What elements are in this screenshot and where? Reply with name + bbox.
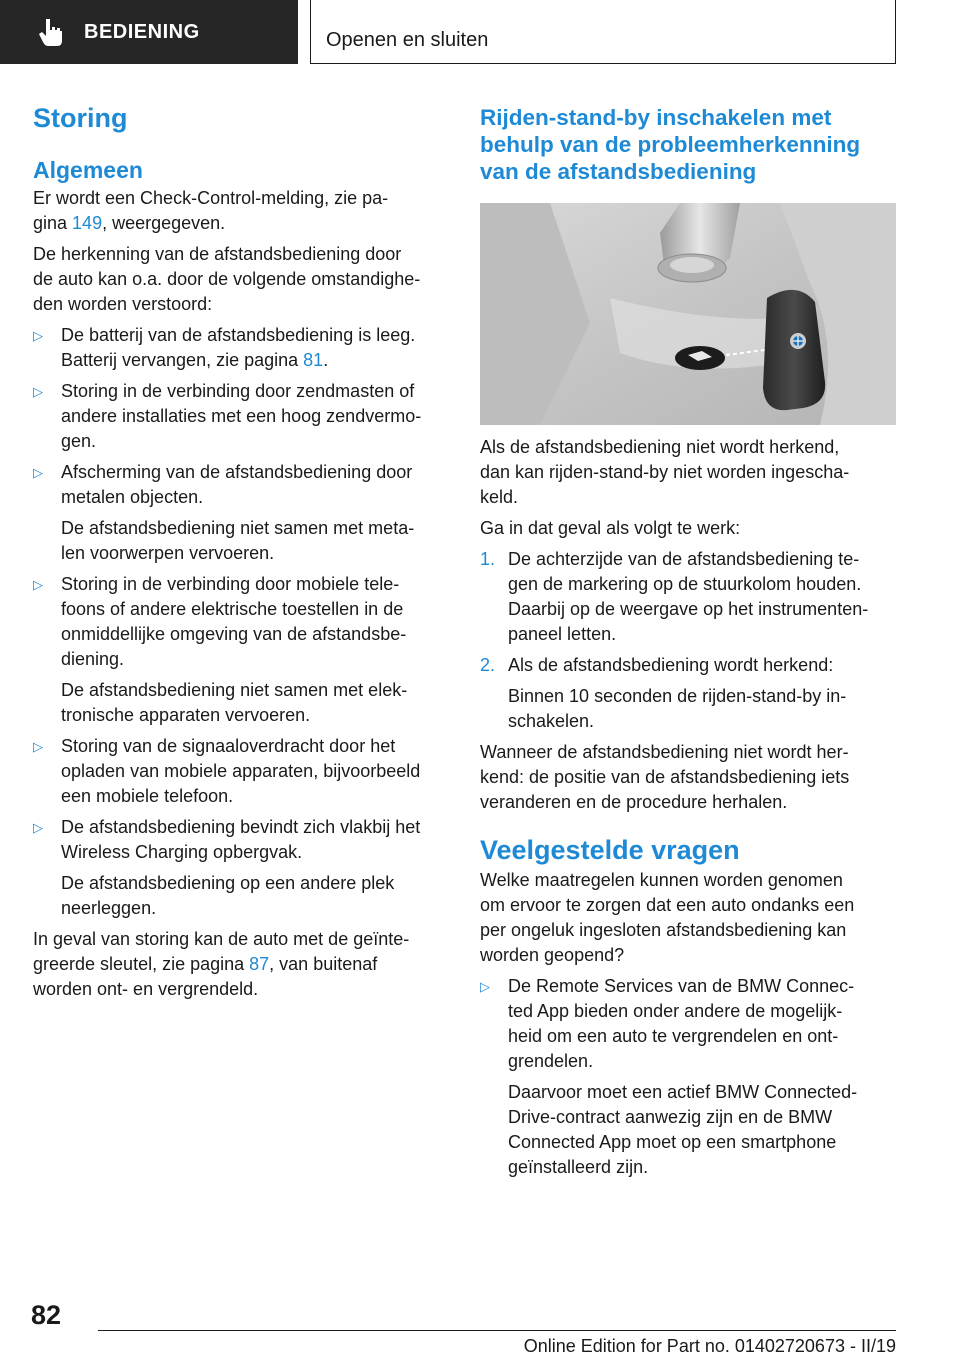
step-item: 2. Als de afstandsbediening wordt herkend: Binnen 10 seconden de rijden-stand-by in- schakelen. <box>480 655 847 731</box>
page-link-149[interactable]: 149 <box>72 213 103 233</box>
steering-column-photo <box>480 203 896 425</box>
right-column <box>480 100 896 1180</box>
list-item: ▷ Storing in de verbinding door mobiele tele- foons of andere elektrische toestellen in de onmiddellijke omgeving van de afstandsbe- diening. De afstandsbediening niet samen met elek- tronische apparaten vervoeren. <box>33 574 408 725</box>
left-column <box>33 100 443 1002</box>
page-link-81[interactable]: 81 <box>303 350 324 370</box>
causes-paragraph: De herkenning van de afstandsbediening door de auto kan o.a. door de volgende omstandighe- den worden verstoord: <box>33 244 421 314</box>
list-item: ▷ De afstandsbediening bevindt zich vlakbij het Wireless Charging opbergvak. De afstandsbediening op een andere plek neerleggen. <box>33 817 421 918</box>
footer-rule <box>98 1330 896 1331</box>
step-item: 1. De achterzijde van de afstandsbediening te- gen de markering op de stuurkolom houden. Daarbij op de weergave op het instrumenten- paneel letten. <box>480 549 869 644</box>
intro-paragraph: Als de afstandsbediening niet wordt herkend, dan kan rijden-stand-by niet worden ingescha- keld. <box>480 437 850 507</box>
list-item: ▷ Storing van de signaaloverdracht door het opladen van mobiele apparaten, bijvoorbeeld een mobiele telefoon. <box>33 736 421 806</box>
key-on-steering-column-illustration <box>480 203 896 425</box>
heading-rijden-stand-by: Rijden-stand-by inschakelen met behulp van de probleemherkenning van de afstandsbediening <box>480 105 861 184</box>
list-item: ▷ De batterij van de afstandsbediening is leeg. Batterij vervangen, zie pagina 81. <box>33 325 416 370</box>
triangle-bullet-icon: ▷ <box>33 328 43 343</box>
triangle-bullet-icon: ▷ <box>33 465 43 480</box>
retry-paragraph: Wanneer de afstandsbediening niet wordt her- kend: de positie van de afstandsbediening iets veranderen en de procedure herhalen. <box>480 742 850 812</box>
step-number: 1. <box>480 549 496 569</box>
faq-question: Welke maatregelen kunnen worden genomen om ervoor te zorgen dat een auto ondanks een per ongeluk ingesloten afstandsbediening kan worden geopend? <box>480 870 855 965</box>
intro-paragraph: Er wordt een Check-Control-melding, zie pa- gina 149, weergegeven. <box>33 188 389 233</box>
closing-paragraph: In geval van storing kan de auto met de geïnte- greerde sleutel, zie pagina 87, van buitenaf worden ont- en vergrendeld. <box>33 929 410 999</box>
section-tab <box>0 0 298 64</box>
triangle-bullet-icon: ▷ <box>33 739 43 754</box>
chapter-header <box>310 0 896 64</box>
instruction-lead: Ga in dat geval als volgt te werk: <box>480 518 741 538</box>
list-item: ▷ Storing in de verbinding door zendmasten of andere installaties met een hoog zendvermo- gen. <box>33 381 422 451</box>
page-link-87[interactable]: 87 <box>249 954 270 974</box>
heading-veelgestelde-vragen: Veelgestelde vragen <box>480 835 740 865</box>
hand-pointer-icon <box>38 17 64 47</box>
triangle-bullet-icon: ▷ <box>33 820 43 835</box>
step-number: 2. <box>480 655 496 675</box>
heading-storing: Storing <box>33 103 128 133</box>
page-number: 82 <box>31 1300 62 1330</box>
chapter-title: Openen en sluiten <box>326 29 489 51</box>
triangle-bullet-icon: ▷ <box>480 979 490 994</box>
triangle-bullet-icon: ▷ <box>33 577 43 592</box>
list-item: ▷ Afscherming van de afstandsbediening door metalen objecten. De afstandsbediening niet samen met meta- len voorwerpen vervoeren. <box>33 462 415 563</box>
section-label: BEDIENING <box>84 20 200 43</box>
triangle-bullet-icon: ▷ <box>33 384 43 399</box>
faq-answer-item: ▷ De Remote Services van de BMW Connec- ted App bieden onder andere de mogelijk- heid om een auto te vergrendelen en ont- grendelen. Daarvoor moet een actief BMW Connected- Drive-contract aanwezig zijn en de BMW Connected App moet op een smartphone geïnstalleerd zijn. <box>480 976 858 1177</box>
heading-algemeen: Algemeen <box>33 157 143 183</box>
edition-footer: Online Edition for Part no. 01402720673 - II/19 <box>523 1336 896 1356</box>
